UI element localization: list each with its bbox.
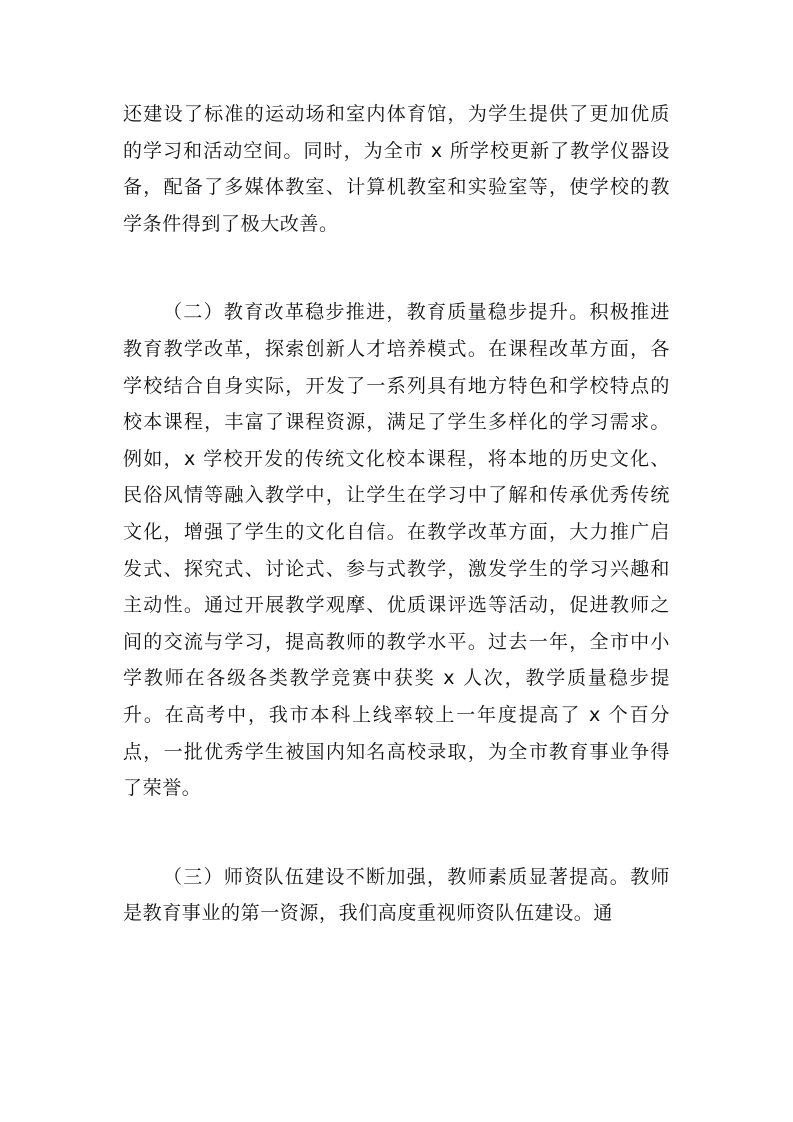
paragraph-spacer — [123, 242, 670, 294]
document-body — [123, 96, 670, 932]
paragraph-teacher-team: （三）师资队伍建设不断加强，教师素质显著提高。教师是教育事业的第一资源，我们高度重视师资队伍建设。通 — [123, 865, 670, 925]
paragraph-facilities-continued: 还建设了标准的运动场和室内体育馆，为学生提供了更加优质的学习和活动空间。同时，为全市 x 所学校更新了教学仪器设备，配备了多媒体教室、计算机教室和实验室等，使学校的教学条件得到了极大改善。 — [123, 103, 670, 235]
paragraph-education-reform: （二）教育改革稳步推进，教育质量稳步提升。积极推进教育教学改革，探索创新人才培养模式。在课程改革方面，各学校结合自身实际，开发了一系列具有地方特色和学校特点的校本课程，丰富了课程资源，满足了学生多样化的学习需求。例如，x 学校开发的传统文化校本课程，将本地的历史文化、民俗风情等融入教学中，让学生在学习中了解和传承优秀传统文化，增强了学生的文化自信。在教学改革方面，大力推广启发式、探究式、讨论式、参与式教学，激发学生的学习兴趣和主动性。通过开展教学观摩、优质课评选等活动，促进教师之间的交流与学习，提高教师的教学水平。过去一年，全市中小学教师在各级各类教学竞赛中获奖 x 人次，教学质量稳步提升。在高考中，我市本科上线率较上一年度提高了 x 个百分点，一批优秀学生被国内知名高校录取，为全市教育事业争得了荣誉。 — [123, 301, 670, 800]
paragraph-spacer — [123, 807, 670, 859]
